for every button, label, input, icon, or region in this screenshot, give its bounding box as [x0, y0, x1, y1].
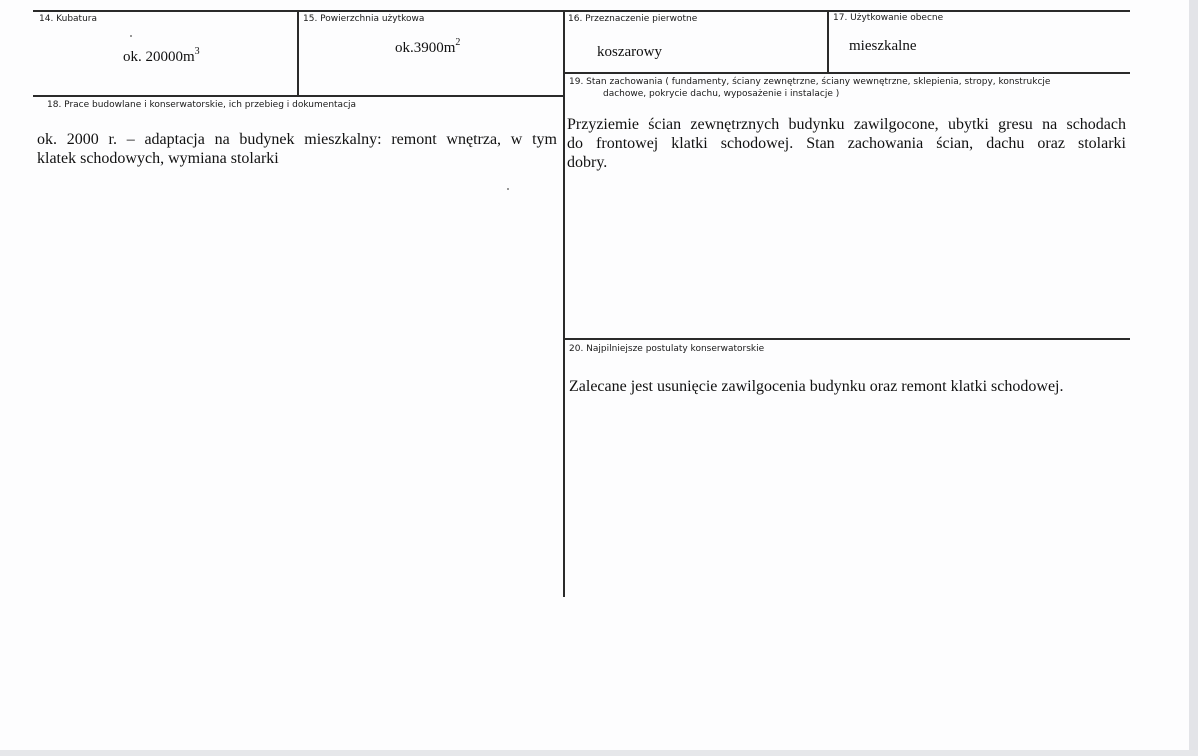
field-16-value: koszarowy	[597, 44, 662, 60]
field-15-value-text: ok.3900m	[395, 40, 456, 56]
field-19-text	[567, 115, 1126, 172]
field-20-label: 20. Najpilniejsze postulaty konserwatorskie	[569, 344, 765, 354]
field-14-value-exponent: 3	[194, 46, 200, 57]
top-rule	[33, 10, 1130, 12]
rule-under-14-15	[33, 95, 564, 97]
field-18-text-line-2: klatek schodowych, wymiana stolarki	[37, 150, 279, 167]
field-18-text-line-1: ok. 2000 r. – adaptacja na budynek mieszkalny: remont wnętrza, w tym	[37, 131, 557, 148]
field-18-text	[37, 130, 557, 168]
field-18-label: 18. Prace budowlane i konserwatorskie, ich przebieg i dokumentacja	[47, 100, 357, 110]
field-16-label: 16. Przeznaczenie pierwotne	[568, 14, 698, 24]
scan-edge-right	[1189, 0, 1198, 756]
field-14-value-text: ok. 20000m	[123, 49, 195, 65]
field-19-text-line-1: Przyziemie ścian zewnętrznych budynku zawilgocone, ubytki gresu na schodach	[567, 116, 1126, 133]
rule-above-20	[565, 338, 1130, 340]
divider-14-15	[297, 10, 299, 96]
field-15-label: 15. Powierzchnia użytkowa	[303, 14, 425, 24]
rule-under-16-17	[565, 72, 1130, 74]
field-19-text-line-3: dobry.	[567, 154, 608, 171]
field-15-value	[395, 39, 460, 58]
field-20-text: Zalecane jest usunięcie zawilgocenia budynku oraz remont klatki schodowej.	[569, 378, 1064, 395]
field-19-text-line-2: do frontowej klatki schodowej. Stan zachowania ścian, dachu oraz stolarki	[567, 135, 1126, 152]
field-17-label: 17. Użytkowanie obecne	[833, 13, 944, 23]
scan-speck	[130, 35, 132, 37]
field-19-label-line-1: 19. Stan zachowania ( fundamenty, ściany zewnętrzne, ściany wewnętrzne, sklepienia, stropy, konstrukcje	[569, 77, 1051, 87]
field-17-value: mieszkalne	[849, 38, 917, 54]
field-14-label: 14. Kubatura	[39, 14, 98, 24]
divider-16-17	[827, 10, 829, 73]
field-14-value	[123, 48, 200, 67]
field-15-value-exponent: 2	[455, 37, 461, 48]
scan-speck	[507, 188, 509, 190]
scan-edge-bottom	[0, 750, 1198, 756]
divider-15-16	[563, 10, 565, 597]
field-19-label-line-2: dachowe, pokrycie dachu, wyposażenie i instalacje )	[603, 89, 840, 99]
